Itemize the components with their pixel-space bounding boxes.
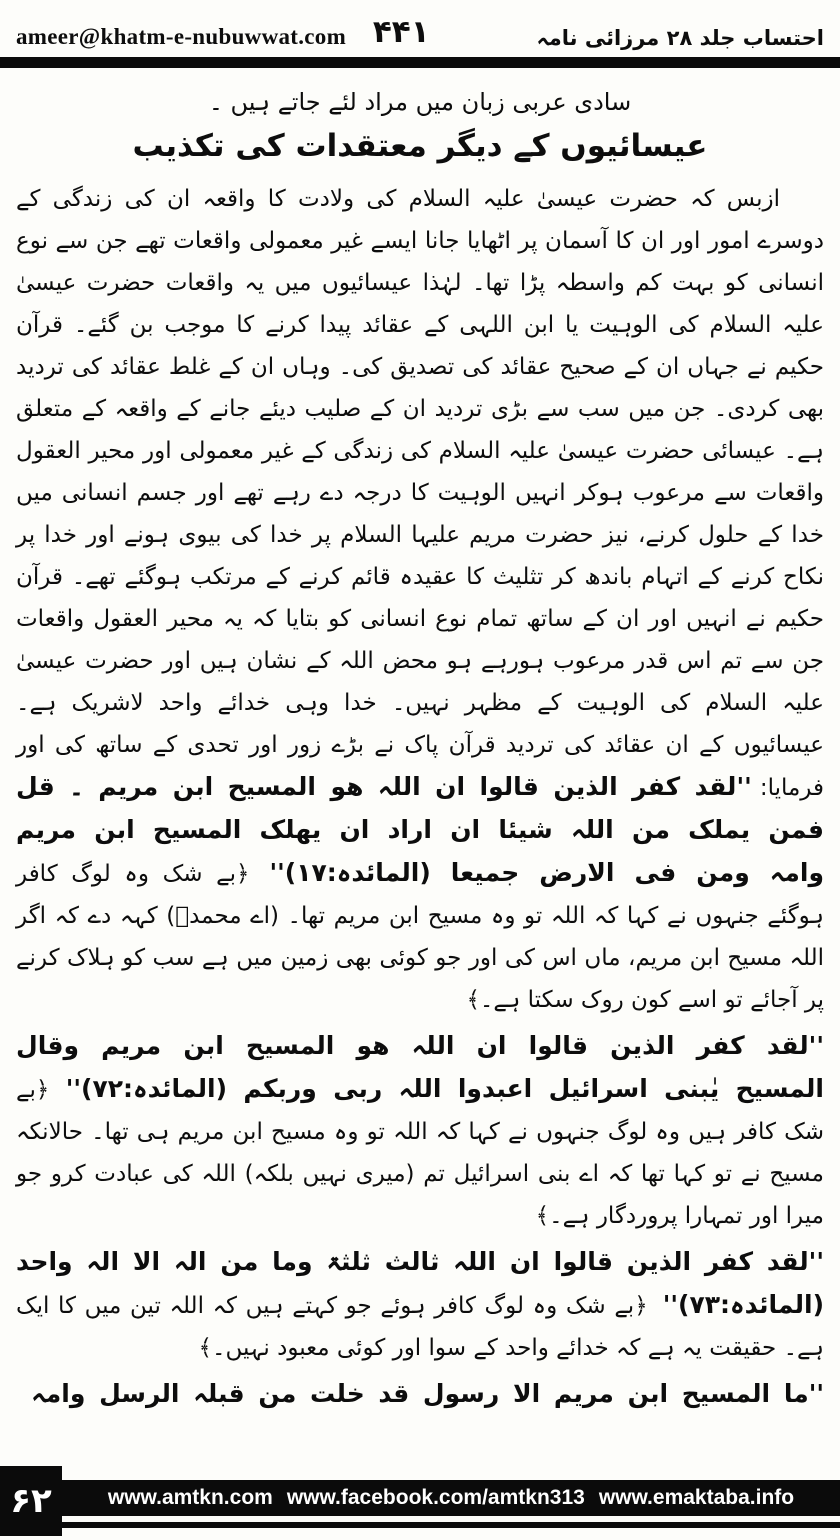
header-email: ameer@khatm-e-nubuwwat.com: [16, 24, 347, 49]
footer-link-facebook: www.facebook.com/amtkn313: [286, 1486, 585, 1509]
paragraph-quote-2: [16, 1025, 824, 1237]
quran-translation-maidah-72: ﴿بے شک کافر ہیں وہ لوگ جنہوں نے کہا کہ اللہ تو وہ مسیح ابن مریم ہی تھا۔ حالانکہ مسیح نے تو کہا تھا کہ اے بنی اسرائیل تم (میری نہیں بلکہ) اللہ کی عبادت کرو جو میرا اور تمہارا پروردگار ہے۔﴾: [16, 1077, 824, 1229]
quran-translation-maidah-73: ﴿بے شک وہ لوگ کافر ہوئے جو کہتے ہیں کہ اللہ تین میں کا ایک ہے۔ حقیقت یہ ہے کہ خدائے واحد کے سوا اور کوئی معبود نہیں۔﴾: [16, 1293, 824, 1361]
quran-quote-maidah-17: ''لقد کفر الذین قالوا ان اللہ ھو المسیح ابن مریم ۔ قل فمن یملک من اللہ شیئا ان اراد ان یھلک المسیح ابن مریم وامہ ومن فی الارض جمیعا (المائدہ:۱۷)'': [16, 772, 824, 887]
footer-page-number: ۶۲: [10, 1481, 52, 1521]
footer-link-amtkn: www.amtkn.com: [107, 1486, 273, 1509]
closing-arabic-line: [16, 1373, 824, 1416]
paragraph-quote-3: [16, 1241, 824, 1369]
paragraph-main-urdu-text: ازبس کہ حضرت عیسیٰ علیہ السلام کی ولادت کا واقعہ ان کی زندگی کے دوسرے امور اور ان کا آسمان پر اٹھایا جانا ایسے غیر معمولی واقعات تھے جن سے نوع انسانی کو بہت کم واسطہ پڑا تھا۔ لہٰذا عیسائیوں میں یہ واقعات حضرت عیسیٰ علیہ السلام کی الوہیت یا ابن اللہی کے عقائد پیدا کرنے کا موجب بن گئے۔ قرآن حکیم نے جہاں ان کے صحیح عقائد کی تصدیق کی۔ وہاں ان کے غلط عقائد کی تردید بھی کردی۔ جن میں سب سے بڑی تردید ان کے صلیب دیئے جانے کے واقعہ کے متعلق ہے۔ عیسائی حضرت عیسیٰ علیہ السلام کی زندگی کے غیر معمولی اور محیر العقول واقعات سے مرعوب ہوکر انہیں الوہیت کا درجہ دے رہے تھے اور جسم انسانی میں خدا کے حلول کرنے، نیز حضرت مریم علیہا السلام پر خدا کی بیوی ہونے اور خدا پر نکاح کرنے کے اتہام باندھ کر تثلیث کا عقیدہ قائم کرنے کے مرتکب ہوگئے تھے۔ قرآن حکیم نے انہیں اور ان کے ساتھ تمام نوع انسانی کو بتایا کہ یہ محیر العقول واقعات جن سے تم اس قدر مرعوب ہورہے ہو محض اللہ کے نشان ہیں اور حضرت عیسیٰ علیہ السلام کی الوہیت کے مظہر نہیں۔ خدا وہی خدائے واحد لاشریک ہے۔ عیسائیوں کے ان عقائد کی تردید قرآن پاک نے بڑے زور اور تحدی کے ساتھ کی اور فرمایا:: [16, 186, 824, 801]
quran-translation-maidah-17: ﴿بے شک وہ لوگ کافر ہوگئے جنہوں نے کہا کہ اللہ تو وہ مسیح ابن مریم تھا۔ (اے محمدؐ) کہہ دے کہ اگر اللہ مسیح ابن مریم، ماں اس کی اور جو کوئی بھی زمین میں ہے سب کو ہلاک کرنے پر آجائے تو اسے کون روک سکتا ہے۔﴾: [16, 861, 824, 1013]
page-header: [0, 0, 840, 54]
quran-quote-maidah-73: ''لقد کفر الذین قالوا ان اللہ ثالث ثلثۃ وما من الہ الا الہ واحد (المائدہ:۷۳)'': [16, 1247, 825, 1319]
footer-links-bar: [62, 1480, 840, 1516]
header-page-number: ۴۴۱: [372, 14, 430, 50]
paragraph-main: [16, 178, 824, 1021]
intro-line: سادی عربی زبان میں مراد لئے جاتے ہیں ۔: [208, 88, 632, 116]
header-divider: [0, 57, 840, 68]
header-title: احتساب جلد ۲۸ مرزائی نامہ: [536, 26, 824, 50]
footer-link-emaktaba: www.emaktaba.info: [598, 1486, 795, 1509]
section-heading: عیسائیوں کے دیگر معتقدات کی تکذیب: [132, 128, 708, 164]
page-body: [0, 68, 840, 1416]
quran-quote-maidah-75: ''ما المسیح ابن مریم الا رسول قد خلت من قبلہ الرسل وامہ: [31, 1379, 824, 1408]
footer-divider: [62, 1522, 840, 1528]
quran-quote-maidah-72: ''لقد کفر الذین قالوا ان اللہ ھو المسیح ابن مریم وقال المسیح یٰبنی اسرائیل اعبدوا اللہ ربی وربکم (المائدہ:۷۲)'': [16, 1031, 825, 1103]
footer-page-number-box: [0, 1466, 62, 1536]
